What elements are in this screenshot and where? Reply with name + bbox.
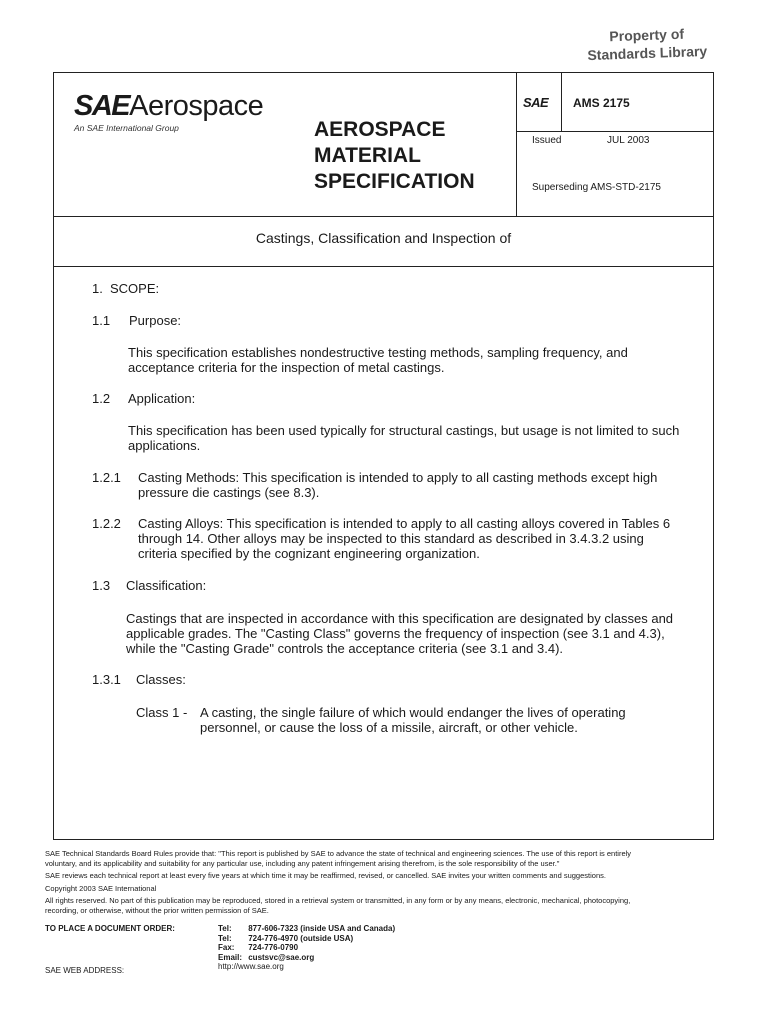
footer-rights — [45, 896, 725, 915]
email-key: Email: — [218, 952, 243, 962]
web-address-label: SAE WEB ADDRESS: — [45, 966, 125, 975]
fax-key: Fax: — [218, 943, 235, 953]
sae-small-logo-cell — [517, 73, 562, 131]
order-label: TO PLACE A DOCUMENT ORDER: — [45, 924, 175, 933]
class-1-text — [200, 705, 700, 735]
spec-title-line-3: SPECIFICATION — [314, 170, 475, 193]
section-1-2-line-2: applications. — [128, 438, 201, 453]
document-frame — [53, 72, 714, 840]
section-1-3-text — [126, 611, 711, 656]
brand-word: Aerospace — [129, 90, 264, 122]
doc-number: AMS 2175 — [573, 96, 630, 110]
section-1-2-title: Application: — [128, 391, 196, 406]
section-1-2-2-number: 1.2.2 — [92, 516, 121, 531]
section-1-3-line-1: Castings that are inspected in accordance with this specification are designated by classes and — [126, 611, 674, 626]
doc-info-box — [516, 73, 714, 216]
section-1-3-line-2: applicable grades. The "Casting Class" governs the frequency of inspection (see 3.1 and 4.3), — [126, 626, 665, 641]
section-1-2-2-text — [138, 516, 708, 561]
email-link[interactable]: custsvc@sae.org — [248, 952, 315, 962]
tel-2-value[interactable]: 724-776-4970 (outside USA) — [248, 933, 354, 943]
issued-date: JUL 2003 — [607, 135, 650, 146]
section-1-1-line-1: This specification establishes nondestructive testing methods, sampling frequency, and — [128, 345, 628, 360]
section-1-3-title: Classification: — [126, 578, 207, 593]
section-1-1-number: 1.1 — [92, 313, 111, 328]
class-1-label: Class 1 - — [136, 705, 188, 720]
tel-1-value[interactable]: 877-606-7323 (inside USA and Canada) — [248, 924, 396, 933]
section-1-2-2-line-1: Casting Alloys: This specification is intended to apply to all casting alloys covered in Tables 6 — [138, 516, 671, 531]
tel-2-key: Tel: — [218, 933, 232, 943]
stamp-line-2: Standards Library — [587, 42, 708, 64]
section-1-1-text — [128, 345, 708, 375]
doc-number-row — [517, 73, 714, 132]
section-1-number: 1. — [92, 281, 103, 296]
section-1-3-number: 1.3 — [92, 578, 111, 593]
section-1-title: SCOPE: — [110, 281, 160, 296]
footer-rights-line-1: All rights reserved. No part of this publication may be reproduced, stored in a retrieval system or transmitted, in any form or by any means, electronic, mechanical, photocopying, — [45, 896, 631, 905]
class-1-line-1: A casting, the single failure of which would endanger the lives of operating — [200, 705, 626, 720]
section-1-3-1-title: Classes: — [136, 672, 186, 687]
section-1-2-2-line-3: criteria specified by the cognizant engineering organization. — [138, 546, 480, 561]
section-1-2-line-1: This specification has been used typically for structural castings, but usage is not limited to such — [128, 423, 680, 438]
sae-small-logo: SAE — [523, 95, 549, 110]
footer-rules — [45, 849, 725, 868]
issued-label: Issued — [532, 135, 562, 146]
spec-title-line-2: MATERIAL — [314, 144, 421, 167]
spec-title-line-1: AEROSPACE — [314, 118, 446, 141]
sae-aerospace-logo — [74, 89, 263, 123]
section-1-2-1-line-1: Casting Methods: This specification is intended to apply to all casting methods except high — [138, 470, 658, 485]
class-1-line-2: personnel, or cause the loss of a missile, aircraft, or other vehicle. — [200, 720, 578, 735]
section-1-2-1-line-2: pressure die castings (see 8.3). — [138, 485, 320, 500]
superseding-text: Superseding AMS-STD-2175 — [532, 182, 661, 193]
footer-rules-line-2: voluntary, and its applicability and suitability for any particular use, including any patent infringement arising therefrom, is the sole responsibility of the user." — [45, 858, 560, 868]
section-1-2-1-text — [138, 470, 708, 500]
footer-review: SAE reviews each technical report at least every five years at which time it may be reaffirmed, revised, or cancelled. SAE invites your written comments and suggestions. — [45, 871, 606, 880]
section-1-3-line-3: while the "Casting Grade" controls the acceptance criteria (see 3.1 and 3.4). — [126, 641, 564, 656]
section-1-3-1-number: 1.3.1 — [92, 672, 121, 687]
section-1-2-1-number: 1.2.1 — [92, 470, 121, 485]
web-address-link[interactable]: http://www.sae.org — [218, 962, 284, 972]
tel-1-key: Tel: — [218, 924, 232, 933]
footer-copyright: Copyright 2003 SAE International — [45, 883, 157, 893]
section-1-2-2-line-2: through 14. Other alloys may be inspected to this standard as described in 3.4.3.2 using — [138, 531, 644, 546]
doc-title-row — [54, 216, 713, 267]
header — [54, 73, 713, 217]
section-1-2-number: 1.2 — [92, 391, 111, 406]
section-1-1-line-2: acceptance criteria for the inspection of metal castings. — [128, 360, 445, 375]
footer-notice — [45, 849, 725, 918]
spec-title — [314, 117, 475, 195]
library-stamp — [571, 23, 722, 64]
fax-value: 724-776-0790 — [248, 943, 299, 953]
section-1-1-title: Purpose: — [129, 313, 182, 328]
doc-title: Castings, Classification and Inspection of — [255, 230, 512, 246]
brand-subtitle: An SAE International Group — [74, 123, 179, 133]
brand-sae: SAE — [74, 90, 130, 122]
stamp-line-1: Property of — [609, 25, 685, 45]
section-1-2-text — [128, 423, 713, 453]
contact-details — [218, 924, 395, 972]
footer-rights-line-2: recording, or otherwise, without the prior written permission of SAE. — [45, 905, 269, 915]
footer-rules-line-1: SAE Technical Standards Board Rules provide that: "This report is published by SAE to advance the state of technical and engineering sciences. The use of this report is entirely — [45, 849, 632, 858]
